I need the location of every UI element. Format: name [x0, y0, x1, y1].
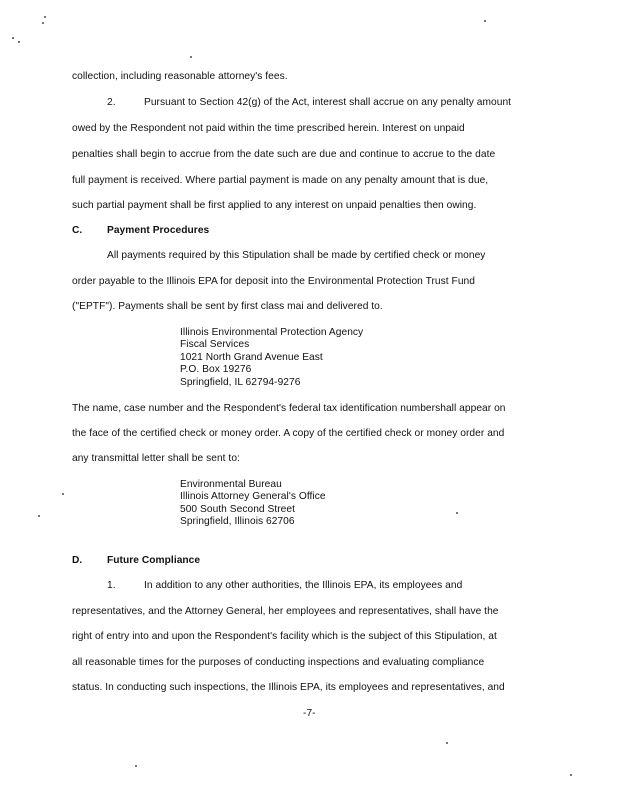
section-heading: Future Compliance	[107, 555, 201, 566]
text-line: all reasonable times for the purposes of conducting inspections and evaluating compliance	[72, 657, 485, 668]
address-line: Springfield, IL 62794-9276	[180, 377, 301, 388]
paragraph-number: 2.	[107, 97, 116, 108]
address-line: Environmental Bureau	[180, 479, 282, 490]
text-line: penalties shall begin to accrue from the date such are due and continue to accrue to the date	[72, 149, 496, 160]
paragraph-number: 1.	[107, 580, 116, 591]
text-line: the face of the certified check or money order. A copy of the certified check or money order and	[72, 428, 505, 439]
section-heading: Payment Procedures	[107, 225, 210, 236]
text-line: representatives, and the Attorney General, her employees and representatives, shall have the	[72, 606, 499, 617]
address-line: Illinois Attorney General's Office	[180, 491, 326, 502]
section-letter: D.	[72, 555, 83, 566]
text-line: such partial payment shall be first applied to any interest on unpaid penalties then owing.	[72, 200, 477, 211]
scan-speck	[44, 16, 46, 18]
scan-speck	[456, 512, 458, 514]
scan-speck	[38, 515, 40, 517]
text-line: ("EPTF"). Payments shall be sent by first class mai and delivered to.	[72, 301, 383, 312]
text-line: order payable to the Illinois EPA for deposit into the Environmental Protection Trust Fund	[72, 276, 475, 287]
scan-speck	[135, 765, 137, 767]
text-line: owed by the Respondent not paid within the time prescribed herein. Interest on unpaid	[72, 123, 465, 134]
text-line: collection, including reasonable attorney's fees.	[72, 71, 288, 82]
text-line: status. In conducting such inspections, the Illinois EPA, its employees and representatives, and	[72, 682, 505, 693]
text-line: In addition to any other authorities, the Illinois EPA, its employees and	[144, 580, 463, 591]
scan-speck	[446, 742, 448, 744]
scan-speck	[62, 493, 64, 495]
address-line: Springfield, Illinois 62706	[180, 516, 295, 527]
page-number: -7-	[303, 708, 316, 719]
address-line: Fiscal Services	[180, 339, 250, 350]
address-line: P.O. Box 19276	[180, 364, 252, 375]
address-line: Illinois Environmental Protection Agency	[180, 327, 364, 338]
text-line: full payment is received. Where partial payment is made on any penalty amount that is due,	[72, 175, 489, 186]
section-letter: C.	[72, 225, 83, 236]
scan-speck	[12, 37, 14, 39]
text-line: any transmittal letter shall be sent to:	[72, 453, 240, 464]
scan-speck	[484, 20, 486, 22]
scan-speck	[42, 22, 44, 24]
text-line: The name, case number and the Respondent's federal tax identification numbershall appear on	[72, 403, 506, 414]
text-line: right of entry into and upon the Respondent's facility which is the subject of this Stipulation, at	[72, 631, 497, 642]
scan-speck	[570, 774, 572, 776]
address-line: 1021 North Grand Avenue East	[180, 352, 323, 363]
scan-speck	[190, 56, 192, 58]
address-line: 500 South Second Street	[180, 504, 295, 515]
text-line: Pursuant to Section 42(g) of the Act, interest shall accrue on any penalty amount	[144, 97, 512, 108]
text-line: All payments required by this Stipulation shall be made by certified check or money	[107, 250, 486, 261]
scan-speck	[18, 41, 20, 43]
